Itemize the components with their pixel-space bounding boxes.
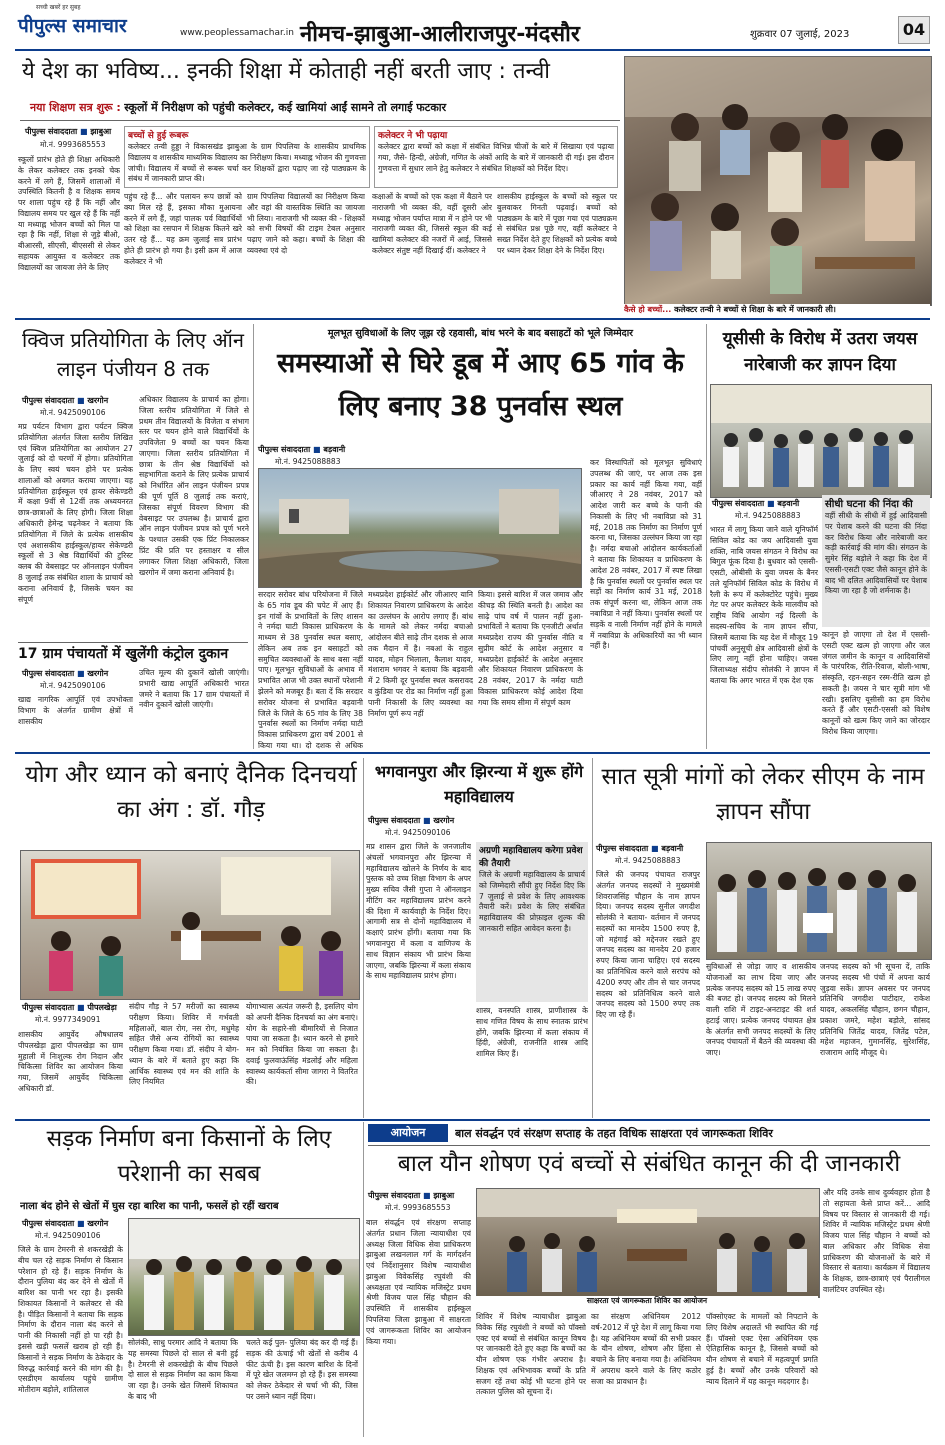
ucc-body-col2: कानून हो जाएगा तो देश में एससी-एसटी एक्ट खत्म हो जाएगा और जल जंगल जमीन के कानून व आदिवासियों के पारंपरिक, रीति-रिवाज, बोली-भाषा, संस्कृति, रहन-सहन रस्म-रीति खत्म हो सकती है। जयस ने चार सूत्री मांग भी रखी। इसलिए यूसीसी का हम विरोध करते हैं और एसटी-एससी को विशेष कानूनों को खत्म किए जाने का जोरदार विरोध किया जाएगा। bbox=[822, 630, 930, 737]
quiz-body-col2: अधिकार विद्यालय के प्राचार्य का होगा। जिला स्तरीय प्रतियोगिता में जिले से प्रथम तीन विद्यालयों के विजेता व संभाग स्तर पर चयन होने वाले विद्यार्थियों के उपविजेता 9 बच्चों का चयन किया जाएगा। जिला स्तरीय प्रतियोगिता में छात्रा के तीन श्रेष्ठ विद्यार्थियों को सहभागिता कराने के लिए प्रत्येक प्राचार्य को निर्धारित ऑन लाइन पंजीयन प्रपत्र की पूर्ण पूर्ति 8 जुलाई तक कराएं, जिसका संपूर्ण विवरण विभाग की वेबसाइट पर उपलब्ध है। प्राचार्य द्वारा ऑन लाइन पंजीयन प्रपत्र को पूर्ण भरने के पश्चात उसकी एक प्रिंट निकालकर प्रिंट की प्रति पर हस्ताक्षर व सील लगाकर जिला शिक्षा अधिकारी, जिला खरगोन में जमा कराना अनिवार्य है। bbox=[139, 395, 249, 577]
ration-body-col1: खाद्य नागरिक आपूर्ति एवं उपभोक्ता विभाग के अंतर्गत ग्रामीण क्षेत्रों में शासकीय bbox=[18, 695, 133, 726]
yoga-body-col1: शासकीय आयुर्वेद औषधालय पीपलखेड़ा द्वारा पीपलखेड़ा का ग्राम मुहाली में निःशुल्क रोग निदान और चिकित्सा शिविर का आयोजन किया गया, जिसमें आयुर्वेद चिकित्सा अधिकारी डॉ. bbox=[18, 1030, 123, 1093]
ration-headline: 17 ग्राम पंचायतों में खुलेंगी कंट्रोल दुकान bbox=[18, 646, 229, 662]
villages-body-col3: किया। इससे बारिश में जल जमाव और कीचड़ की स्थिति बनती है। आदेश का साढ़े पांच वर्ष में पालन नहीं हुआ- प्रभावितों ने बताया कि एनजीटी अर्थात मध्यप्रदेश राज्य की पुनर्वास नीति व सुप्रीम कोर्ट के आदेश अनुसार व मध्यप्रदेश हाईकोर्ट के आदेश अनुसार और शिकायत निवारण प्राधिकरण के 28 नवंबर, 2017 के नर्मदा घाटी विकास प्राधिकरण कोई आदेश दिया गया कि समय सीमा में संपूर्ण काम bbox=[478, 590, 583, 707]
ration-body-col2: उचित मूल्य की दुकानें खोली जाएंगी। प्रभारी खाद्य आपूर्ति अधिकारी भारत जमरे ने बताया कि 17 ग्राम पंचायतों में नवीन दुकानें खोली जाएंगी। bbox=[139, 668, 249, 710]
caption-kicker: कैसे हो बच्चों... bbox=[624, 305, 672, 314]
sidebox-title: अग्रणी महाविद्यालय करेगा प्रवेश की तैयारी bbox=[476, 842, 588, 870]
info-box-title: बच्चों से हुई रूबरू bbox=[125, 127, 369, 142]
college-body-col1: मप्र शासन द्वारा जिले के जनजातीय अंचलों भगवानपुरा और झिरन्या में महाविद्यालय खोलने के निर्णय के बाद पुस्तक को उच्च शिक्षा विभाग के अपर मुख्य सचिव जैसी गुप्ता ने ऑनलाइन मीटिंग कर महाविद्यालय प्रारंभ करने की दिशा में कार्यवाही के निर्देश दिए। आगामी सत्र से दोनों महाविद्यालय में कक्षाएं प्रारंभ होंगी। बताया गया कि भगवानपुरा में कला व वाणिज्य के साथ विज्ञान संकाय भी प्रारंभ किया जाएगा, जबकि झिरन्या में कला संकाय के साथ महाविद्यालय प्रारंभ होगा। bbox=[366, 842, 471, 981]
villages-body-col2: मध्यप्रदेश हाईकोर्ट और जीआरए यानि शिकायत निवारण प्राधिकरण के आदेश का उल्लंघन के आरोप लगाए हैं। बांध के मामले को लेकर नर्मदा बचाओ आंदोलन बीते साढ़े तीन दशक से आज तक मैदान में है। नबआं के राहुल यादव, मोहन भिलाला, कैलाश यादव, मंशाराम भगवर ने बताया कि बड़वानी में 2 किमी दूर पुनर्वास स्थल कसरावद व कुंडिया पर रोड का निर्माण नहीं हुआ पानी निकासी के लिए व्यवस्था का निर्माण पूर्ण रूप नहीं bbox=[368, 590, 473, 718]
pocso-body-col1: बाल संवर्द्धन एवं संरक्षण सप्ताह अंतर्गत प्रधान जिला न्यायाधीश एवं अध्यक्ष जिला विधिक सेवा प्राधिकरण झाबुआ लखनलाल गर्ग के मार्गदर्शन एवं निर्देशानुसार विशेष न्यायाधीश झाबुआ विवेकसिंह रघुवंशी की अध्यक्षता एवं न्यायिक मजिस्ट्रेट प्रथम श्रेणी विजय पाल सिंह चौहान की उपस्थिति में शासकीय हाईस्कूल पिपलिया जिला झाबुआ में साक्षरता एवं जागरूकता शिविर का आयोजन किया गया। bbox=[366, 1218, 471, 1346]
road-body-col1: जिले के ग्राम टेमरनी से शकरखेड़ी के बीच चल रहे सड़क निर्माण से किसान परेशान हो रहे हैं। सड़क निर्माण के दौरान पुलिया बंद कर देने से खेतों में बारिश का पानी भर रहा है। इसकी शिकायत किसानों ने कलेक्टर से की है। पीड़ित किसानों ने बताया कि सड़क निर्माण के दौरान नाला बंद करने से पानी की निकासी नहीं हो पा रही है। इससे खड़ी फसलें खराब हो रही हैं। किसानों ने सड़क निर्माण के ठेकेदार के विरुद्ध कार्रवाई करने की मांग की है। एसडीएम कार्यालय पहुंचे ग्रामीण मोतीराम बड़ोले, शांतिलाल bbox=[18, 1245, 123, 1395]
edition-title: नीमच-झाबुआ-आलीराजपुर-मंदसौर bbox=[300, 22, 580, 47]
cm-body-col1: जिले की जनपद पंचायत राजपुर अंतर्गत जनपद सदस्यों ने मुख्यमंत्री शिवराजसिंह चौहान के नाम ज्ञापन दिया। जनपद सदस्य सुनील जगदीश सोलंकी ने बताया- वर्तमान में जनपद सदस्यों का मानदेय 1500 रुपए है, जो महंगाई को मद्देनजर रखते हुए जनपद सदस्य का मानदेय 20 हजार रुपए किया जाना चाहिए। एवं सदस्य का प्रतिनिधित्व करने वाले सरपंच को 4200 रुपए और तीन से चार जनपद सदस्य को प्रतिनिधित्व करने वाले जनपद सदस्य को 1500 रुपए तक दिए जा रहे हैं। bbox=[596, 870, 700, 1020]
villages-body-col4: कर विस्थापितों को मूलभूत सुविधाएं उपलब्ध की जाएं, पर आज तक इस प्रकार का कार्य नहीं किया गया, वहीं जीआरए ने 28 नवंबर, 2017 को आदेश जारी कर बच्चे के पानी की निकासी के लिए भी नबाविप्रा को 31 मई, 2018 तक निर्माण का निर्माण पूर्ण करना था, जिसका उल्लंघन किया जा रहा है। नर्मदा बचाओ आंदोलन कार्यकर्ताओं ने बताया कि शिकायत व प्राधिकरण के आदेश 28 नवंबर, 2017 में स्पष्ट लिखा है कि पुनर्वास स्थलों पर पुनर्वास स्थल पर सड़ों का निर्माण कार्य 31 मई, 2018 तक संपूर्ण करना था, लेकिन आज तक नबाविप्रा ने नहीं किया। पुनर्वास स्थलों पर सड़कें व नाली निर्माण नहीं होने के मामले में नबाविप्रा के अधिकारियों का भी ध्यान नहीं है। bbox=[590, 458, 702, 651]
dateline: खरगोन bbox=[433, 816, 455, 825]
reporter-mobile: मो.नं. 9425090106 bbox=[40, 681, 106, 690]
divider bbox=[18, 642, 248, 643]
road-photo-farmers bbox=[128, 1218, 360, 1336]
reporter-mobile: मो.नं. 9425090106 bbox=[385, 828, 451, 837]
pocso-body-col4: पॉक्सोएक्ट के मामलों को निपटाने के लिए विशेष अदालतें भी स्थापित की गई हैं। पॉक्सो एक्ट ऐसा अधिनियम एक ऐतिहासिक कानून है, जिससे बच्चों को यौन शोषण से बचाने में महत्वपूर्ण प्रगति हुई है। बच्चों और उनके परिवारों को न्याय दिलाने में यह कानून मददगार है। bbox=[706, 1312, 818, 1386]
villages-photo-flooded-road bbox=[258, 468, 582, 588]
byline: पीपुल्स संवाददाता bbox=[22, 396, 75, 405]
road-headline: सड़क निर्माण बना किसानों के लिए परेशानी का सबब bbox=[46, 1126, 332, 1187]
villages-body-col1: सरदार सरोवर बांध परियोजना में जिले के 65 गांव डूब की चपेट में आए हैं। इन गांवों के प्रभावितों के लिए शासन ने नर्मदा घाटी विकास प्राधिकरण के माध्यम से 38 पुनर्वास स्थल बसाए, लेकिन अब तक इन बसाहटों को समुचित व्यवस्थाओं के साथ बसा नहीं पाए। मूलभूत सुविधाओं के अभाव में प्रभावित आज भी उक्त स्थानों परेशानी झेलने को मजबूर हैं। बता दें कि सरदार सरोवर योजना से प्रभावित बड़वानी जिले के जिले के 65 गांव के लिए 38 पुनर्वास स्थलों का निर्माण नर्मदा घाटी विकास प्राधिकरण द्वारा वर्ष 2001 से किया गया था। दो दशक से अधिक bbox=[258, 590, 363, 750]
reporter-mobile: मो.नं. 9977349091 bbox=[35, 1015, 101, 1024]
masthead-logo: पीपुल्स समाचार bbox=[18, 15, 127, 37]
reporter-mobile: मो.नं. 9993685553 bbox=[40, 140, 106, 149]
lead-body-col1: स्कूलों प्रारंभ होते ही शिक्षा अधिकारी के लेकर कलेक्टर तक इनको चेक करने में लगे हैं, जिसमें शालाओं में उपस्थिति कितनी है व शिक्षक समय पर शाला पहुंच रहे हैं कि नहीं और विद्यालय समय पर खुल रहे हैं कि नहीं या मध्याह्न भोजन बच्चों को मिल पा रहा है कि नहीं, शिक्षा से जुड़े बीओ, बीआरसी, सीएसी, बीएससी से लेकर सहायक आयुक्त व कलेक्टर तक विद्यालयों का जायजा लेने के लिए bbox=[18, 155, 120, 272]
info-box-children bbox=[124, 126, 370, 188]
villages-kicker: मूलभूत सुविधाओं के लिए जूझ रहे रहवासी, बांध भरने के बाद बसाहटों को भूले जिम्मेदार bbox=[327, 328, 634, 339]
ucc-body-col1: भारत में लागू किया जाने वाले यूनिफॉर्म सिविल कोड का जय आदिवासी युवा शक्ति, नाबि जयस संगठन ने विरोध का बिगुल फूंक दिया है। बुधवार को एससी-एसटी, ओबीसी के युवा जयस के बैनर तले यूनिफॉर्म सिविल कोड के विरोध में रैली के रूप में कलेक्टोरेट पहुंचे। मुख्य गेट पर अपर कलेक्टर केके मालवीय को राष्ट्रीय विधि आयोग नई दिल्ली के सदस्य-सचिव के नाम ज्ञापन सौंपा, जिसमें बताया कि यह देश में मौजूद 19 पांचवीं अनुसूची क्षेत्र आदिवासी क्षेत्रों के लिए लागू नहीं होना चाहिए। जयस जिलाध्यक्ष संदीप सोलंकी ने ज्ञापन में बताया कि अगर भारत में एक देश एक bbox=[710, 525, 818, 685]
page-number: 04 bbox=[898, 16, 930, 44]
pocso-body-col5: और यदि उनके साथ दुर्व्यवहार होता है तो सहायता केसे प्राप्त करें... आदि विषय पर विस्तार से जानकारी दी गई। शिविर में न्यायिक मजिस्ट्रेट प्रथम श्रेणी विजय पाल सिंह चौहान ने बच्चों को बाल अधिकार और विधिक सेवा प्राधिकरण की योजनाओं के बारे में विस्तार से बताया। कार्यक्रम में विद्यालय के शिक्षक, छात्र-छात्राएं एवं पैरालीगल वालंटियर उपस्थित रहे। bbox=[823, 1188, 930, 1295]
dateline: बड़वानी bbox=[777, 499, 800, 508]
sidebox-text: वहीं सीधी के सीधी में हुई आदिवासी पर पेशाब करने की घटना की निंदा कर विरोध किया और नारेबाजी कर कड़ी कार्रवाई की मांग की। संगठन के सुमेर सिंह बड़ोले ने कहा कि देश में एससी-एसटी एक्ट जैसे कानून होने के बाद भी दलित आदिवासियों पर पेशाब किया जा रहा है जो शर्मनाक है। bbox=[825, 511, 927, 596]
lead-headline: ये देश का भविष्य... इनकी शिक्षा में कोताही नहीं बरती जाए : तन्वी bbox=[22, 59, 551, 84]
awareness-camp-illustration bbox=[477, 1189, 819, 1297]
cm-headline: सात सूत्री मांगों को लेकर सीएम के नाम ज्ञापन सौंपा bbox=[601, 764, 925, 825]
ucc-sidebox bbox=[822, 495, 930, 627]
issue-date: शुक्रवार 07 जुलाई, 2023 bbox=[750, 29, 850, 40]
column-rule bbox=[363, 1122, 364, 1437]
column-rule bbox=[592, 758, 593, 1118]
health-camp-illustration bbox=[21, 851, 359, 999]
dateline: खरगोन bbox=[87, 1219, 109, 1228]
byline: पीपुल्स संवाददाता bbox=[22, 1003, 75, 1012]
byline: पीपुल्स संवाददाता bbox=[22, 669, 75, 678]
memorandum-illustration bbox=[707, 843, 931, 959]
pocso-byline-block: पीपुल्स संवाददाता ■ झाबुआ bbox=[368, 1191, 455, 1200]
masthead-tagline: सच्ची खबरें हर सुबह bbox=[36, 4, 81, 11]
reporter-mobile: मो.नं. 9425090106 bbox=[40, 408, 106, 417]
quiz-body-col1: मप्र पर्यटन विभाग द्वारा पर्यटन क्विज प्रतियोगिता अंतर्गत जिला स्तरीय लिखित एवं क्विज प्रतियोगिता का आयोजन 27 जुलाई को दो चरणों में होगा। प्रतियोगिता के लिए स्वयं चयन होने पर प्रत्येक शालाओं को अवगत कराया जाएगा। यह प्रतियोगिता हाईस्कूल एवं हायर सेकेण्डरी में कक्षा 9वीं से 12वीं तक अध्ययनरत छात्र-छात्राओं के लिए होगी। जिला शिक्षा अधिकारी हेमेन्द्र चढ़नेकर ने बताया कि प्रतियोगिता में जिले के प्रत्येक शासकीय एवं अशासकीय हाईस्कूल/हायर सेकेण्डरी स्कूलों से 3 श्रेष्ठ विद्यार्थियों की टुरिस्ट क्लब की वेबसाइट पर ऑनलाइन पंजीयन 8 जुलाई तक संबंधित शाला के प्राचार्य को कराना अनिवार्य है, जिसके चयन का संपूर्ण bbox=[18, 422, 133, 604]
dateline: झाबुआ bbox=[433, 1191, 455, 1200]
road-subhead: नाला बंद होने से खेतों में घुस रहा बारिश का पानी, फसलें हो रहीं खराब bbox=[20, 1201, 279, 1212]
caption-text: कलेक्टर तन्वी ने बच्चों से शिक्षा के बारे में जानकारी ली। bbox=[674, 305, 836, 314]
masthead-rule bbox=[15, 49, 930, 51]
dateline: झाबुआ bbox=[90, 127, 112, 136]
reporter-mobile: मो.नं. 9425088883 bbox=[735, 511, 801, 520]
yoga-body-col3: योगाभ्यास अत्यंत जरूरी है, इसलिए योग को अपनी दैनिक दिनचर्या का अंग बनाएं। योग के सहारे-सी बीमारियों से निजात पाया जा सकता है। ध्यान करने से हमारे मन को नियंत्रित किया जा सकता है। दवाई फुलवाऊंसिंह मंडलोई और महिला स्वास्थ्य कार्यकर्ता सीमा जागरा ने वितरित की। bbox=[246, 1002, 358, 1087]
lead-body-col2: पहुंच रहे हैं... और पलायन रूप छात्रों को क्या मिल रहे हैं, इसका मौका मुआयना करने में लगे हैं, जहां पालक पर्व विद्यार्थियों को शिक्षा का रसपान में शिक्षक कितने खरे उतर रहे हैं... यह क्रम जुलाई सत्र प्रारंभ होते ही प्रारंभ हो गया है। इसी क्रम में आज कलेक्टर ने भी bbox=[124, 192, 242, 266]
column-rule bbox=[363, 758, 364, 1118]
column-rule bbox=[706, 324, 707, 749]
dateline: पीपलखेड़ा bbox=[87, 1003, 117, 1012]
sidebox-title: सीधी घटना की निंदा की bbox=[822, 495, 930, 511]
reporter-mobile: मो.नं. 9993685553 bbox=[385, 1203, 451, 1212]
section-rule bbox=[15, 752, 930, 754]
dateline: खरगोन bbox=[87, 669, 109, 678]
dateline: खरगोन bbox=[87, 396, 109, 405]
reporter-mobile: मो.नं. 9425088883 bbox=[615, 856, 681, 865]
byline: पीपुल्स संवाददाता bbox=[712, 499, 765, 508]
college-body-col2: शास्त्र, वनस्पति शास्त्र, प्राणीशास्त्र के साथ गणित विषय के साथ स्नातक प्रारंभ होंगे, जबकि झिरन्या में कला संकाय में हिंदी, अंग्रेजी, राजनीति शास्त्र आदि शामिल किए हैं। bbox=[476, 1006, 588, 1059]
college-headline: भगवानपुरा और झिरन्या में शुरू होंगे महाविद्यालय bbox=[374, 762, 584, 806]
byline: पीपुल्स संवाददाता bbox=[258, 445, 311, 454]
column-rule bbox=[253, 324, 254, 749]
byline: पीपुल्स संवाददाता bbox=[368, 1191, 421, 1200]
lead-subhead: स्कूलों में निरीक्षण को पहुंची कलेक्टर, कई खामियां आईं सामने तो लगाई फटकार bbox=[124, 101, 447, 114]
yoga-body-col2: संदीप गौड़ ने 57 मरीजों का स्वास्थ्य परीक्षण किया। शिविर में गर्भवती महिलाओं, बाल रोग, नस रोग, मधुमेह सहित जैसे अन्य रोगियों का स्वास्थ्य परीक्षण किया गया। डॉ. संदीप ने योग-ध्यान के बारे में बताते हुए कहा कि आर्थिक स्वास्थ्य एवं मन की शांति के लिए नियमित bbox=[129, 1002, 239, 1087]
pocso-photo-caption: साक्षरता एवं जागरूकता शिविर का आयोजन bbox=[476, 1296, 818, 1308]
lead-photo-caption bbox=[624, 304, 930, 317]
villages-headline: समस्याओं से घिरे डूब में आए 65 गांव के लिए बनाए 38 पुनर्वास स्थल bbox=[277, 348, 684, 423]
cm-body-col3: जनपद सदस्य को भी सूचना दें, ताकि जनपद सदस्य भी पंचों में अपना कार्य जुड़वा सकें। ज्ञापन अवसर पर जनपद प्रतिनिधि जगदीश पाटीदार, राकेश यादव, अकलसिंह चौहान, छगन चौहान, प्रकाश जमरे, महेश बड़ोले, सांसद प्रतिनिधि जितेंद्र यादव, जितेंद्र पटेल, महेश महाजन, गुमानसिंह, सुरेशसिंह, राजाराम आदि मौजूद थे। bbox=[820, 962, 930, 1058]
lead-body-col4: कक्षाओं के बच्चों को एक कक्षा में बैठाने पर नाराजगी भी व्यक्त की, वहीं दूसरी ओर मध्याह्न भोजन पर्याप्त मात्रा में न होने पर भी नाराजगी व्यक्त की, जिससे स्कूल की कई खामियां कलेक्टर की नजरों में आई, जिससे कलेक्टर संतुष्ट नहीं दिखाई दीं। कलेक्टर ने bbox=[372, 192, 492, 255]
villages-byline-block: पीपुल्स संवाददाता ■ बड़वानी bbox=[258, 445, 346, 454]
college-byline-block: पीपुल्स संवाददाता ■ खरगोन bbox=[368, 816, 455, 825]
quiz-byline-block: पीपुल्स संवाददाता ■ खरगोन bbox=[22, 396, 109, 405]
info-box-text: कलेक्टर द्वारा बच्चों को कक्षा में संबंधित विभिन्न चीजों के बारे में सिखाया एवं पढ़ाया गया, जैसे- हिन्दी, अंग्रेजी, गणित के अंकों आदि के बारे में जानकारी दी गई। इस दौरान गुणवत्ता में सुधार लाने हेतु कलेक्टर ने संबंधित शिक्षकों को निर्देश दिए। bbox=[378, 142, 614, 173]
lead-photo-classroom bbox=[624, 56, 932, 306]
lead-body-col5: शासकीय हाईस्कूल के बच्चों को स्कूल पर बुलवाकर गिनती पढ़वाई। बच्चों को पाठ्यक्रम के बारे में पूछा गया एवं पाठ्यक्रम से संबंधित प्रश्न पूछे गए, वहीं कलेक्टर ने सख्त निर्देश देते हुए शिक्षकों को प्रत्येक बच्चे पर ध्यान देकर शिक्षा देने के निर्देश दिए। bbox=[497, 192, 617, 255]
section-rule bbox=[15, 1119, 930, 1121]
info-box-title: कलेक्टर ने भी पढ़ाया bbox=[375, 127, 617, 142]
dateline: बड़वानी bbox=[323, 445, 346, 454]
byline: पीपुल्स संवाददाता bbox=[368, 816, 421, 825]
lead-kicker: नया शिक्षण सत्र शुरू : bbox=[30, 101, 121, 114]
cm-photo-memorandum bbox=[706, 842, 932, 960]
ucc-photo-protest bbox=[710, 384, 932, 498]
road-body-col3: चलते कई पुल- पुलिया बंद कर दी गई हैं। सड़क की ऊंचाई भी खेतों से करीब 4 फीट ऊंची है। इस कारण बारिश के दिनों में पूरे खेत जलमग्न हो रहे हैं। इस समस्या को लेकर ठेकेदार से चर्चा भी की, जिस पर उसने ध्यान नहीं दिया। bbox=[246, 1338, 358, 1401]
classroom-illustration bbox=[625, 57, 931, 305]
college-sidebox bbox=[476, 842, 588, 1002]
info-box-collector-taught bbox=[374, 126, 618, 188]
quiz-headline: क्विज प्रतियोगिता के लिए ऑन लाइन पंजीयन 8 तक bbox=[22, 328, 244, 381]
reporter-mobile: मो.नं. 9425088883 bbox=[275, 457, 341, 466]
cm-byline-block: पीपुल्स संवाददाता ■ बड़वानी bbox=[596, 844, 684, 853]
divider bbox=[368, 1145, 930, 1146]
pocso-body-col3: का संरक्षण अधिनियम 2012 वर्ष-2012 में पूरे देश में लागू किया गया है। यह अधिनियम बच्चों की सभी प्रकार के यौन शोषण, शोषण और हिंसा से बचाने के लिए बनाया गया है। अधिनियम में अपराध करने वाले के लिए कठोर सजा का प्रावधान है। bbox=[591, 1312, 701, 1386]
byline: पीपुल्स संवाददाता bbox=[596, 844, 649, 853]
pocso-body-col2: शिविर में विशेष न्यायाधीश झाबुआ विवेक सिंह रघुवंशी ने बच्चों को पॉक्सो एक्ट एवं बच्चों से संबंधित कानून विषय पर जानकारी देते हुए कहा कि बच्चों का यौन शोषण एक गंभीर अपराध है। शिक्षक एवं अभिभावक बच्चों के प्रति सजग रहें तथा कोई भी घटना होने पर तत्काल पुलिस को सूचना दें। bbox=[476, 1312, 586, 1397]
pocso-photo-camp bbox=[476, 1188, 820, 1298]
flooded-road-illustration bbox=[259, 469, 581, 587]
ration-byline-block: पीपुल्स संवाददाता ■ खरगोन bbox=[22, 669, 109, 678]
yoga-byline-block: पीपुल्स संवाददाता ■ पीपलखेड़ा bbox=[22, 1003, 117, 1012]
yoga-photo-camp bbox=[20, 850, 360, 1000]
section-rule bbox=[15, 318, 930, 320]
sidebox-text: जिले के अग्रणी महाविद्यालय के प्राचार्य को जिम्मेदारी सौंपी हुए निर्देश दिए कि 7 जुलाई से प्रवेश के लिए आवश्यक तैयारी करें। प्रवेश के लिए संबंधित महाविद्यालय की प्रोफ़ाइल शुल्क की जानकारी सहित आवेदन करना है। bbox=[479, 870, 585, 933]
lead-rule bbox=[20, 120, 620, 121]
road-body-col2: सोलंकी, साधु परमार आदि ने बताया कि यह समस्या पिछले दो साल से बनी हुई है। टेमरनी से शकरखेड़ी के बीच पिछले दो साल से सड़क निर्माण का काम किया जा रहा है। उनके खेत जिसमें शिकायत के बाद भी bbox=[128, 1338, 238, 1401]
byline: पीपुल्स संवाददाता bbox=[22, 1219, 75, 1228]
pocso-kicker: बाल संवर्द्धन एवं संरक्षण सप्ताह के तहत विधिक साक्षरता एवं जागरूकता शिविर bbox=[455, 1127, 773, 1140]
masthead-url[interactable]: www.peoplessamachar.in bbox=[180, 28, 294, 38]
lead-body-col3: ग्राम पिपलिया विद्यालयों का निरीक्षण किया और वहां की वास्तविक स्थिति का जायजा भी लिया। नाराजगी भी व्यक्त की - शिक्षकों को सभी विषयों की टाइम टेबल अनुसार पढ़ाए जाने को कहा। बच्चों के शिक्षा की व्यवस्था एवं दो bbox=[247, 192, 365, 255]
section-tag: आयोजन bbox=[368, 1124, 448, 1142]
yoga-headline: योग और ध्यान को बनाएं दैनिक दिनचर्या का अंग : डॉ. गौड़ bbox=[25, 762, 357, 823]
protest-illustration bbox=[711, 385, 931, 497]
ucc-headline: यूसीसी के विरोध में उतरा जयस नारेबाजी कर ज्ञापन दिया bbox=[722, 329, 918, 376]
reporter-mobile: मो.नं. 9425090106 bbox=[35, 1231, 101, 1240]
cm-body-col2: सुविधाओं से जोड़ा जाए व शासकीय योजनाओं का लाभ दिया जाए और प्रत्येक जनपद सदस्य को 15 लाख रुपए की बजट हो। जनपद सदस्य को मिलने वाली राशि में टाइट-अनटाइट की शर्त हटाई जाए। प्रत्येक जनपद पंचायत क्षेत्र के अंतर्गत सभी जनपद सदस्यों के लिए जनपद पंचायतों में बैठने की व्यवस्था की जाए। bbox=[706, 962, 816, 1058]
info-box-text: कलेक्टर तन्वी हुड्डा ने विकासखंड झाबुआ के ग्राम पिपलिया के शासकीय प्राथमिक विद्यालय व शासकीय माध्यमिक विद्यालय का निरीक्षण किया। मध्याह्न भोजन की गुणवत्ता जांची। विद्यालय में बच्चों से रूबरू चर्चा कर शिक्षकों द्वारा पढ़ाए जा रहे पाठ्यक्रम के संबंध में जानकारी प्राप्त की। bbox=[128, 142, 367, 184]
farmers-illustration bbox=[129, 1219, 359, 1335]
pocso-headline: बाल यौन शोषण एवं बच्चों से संबंधित कानून की दी जानकारी bbox=[397, 1151, 901, 1177]
dateline: बड़वानी bbox=[661, 844, 684, 853]
lead-byline-block: पीपुल्स संवाददाता ■ झाबुआ bbox=[25, 127, 112, 136]
ucc-byline-block: पीपुल्स संवाददाता ■ बड़वानी bbox=[712, 499, 800, 508]
lead-subhead-line bbox=[30, 100, 620, 115]
road-byline-block: पीपुल्स संवाददाता ■ खरगोन bbox=[22, 1219, 109, 1228]
byline: पीपुल्स संवाददाता bbox=[25, 127, 78, 136]
